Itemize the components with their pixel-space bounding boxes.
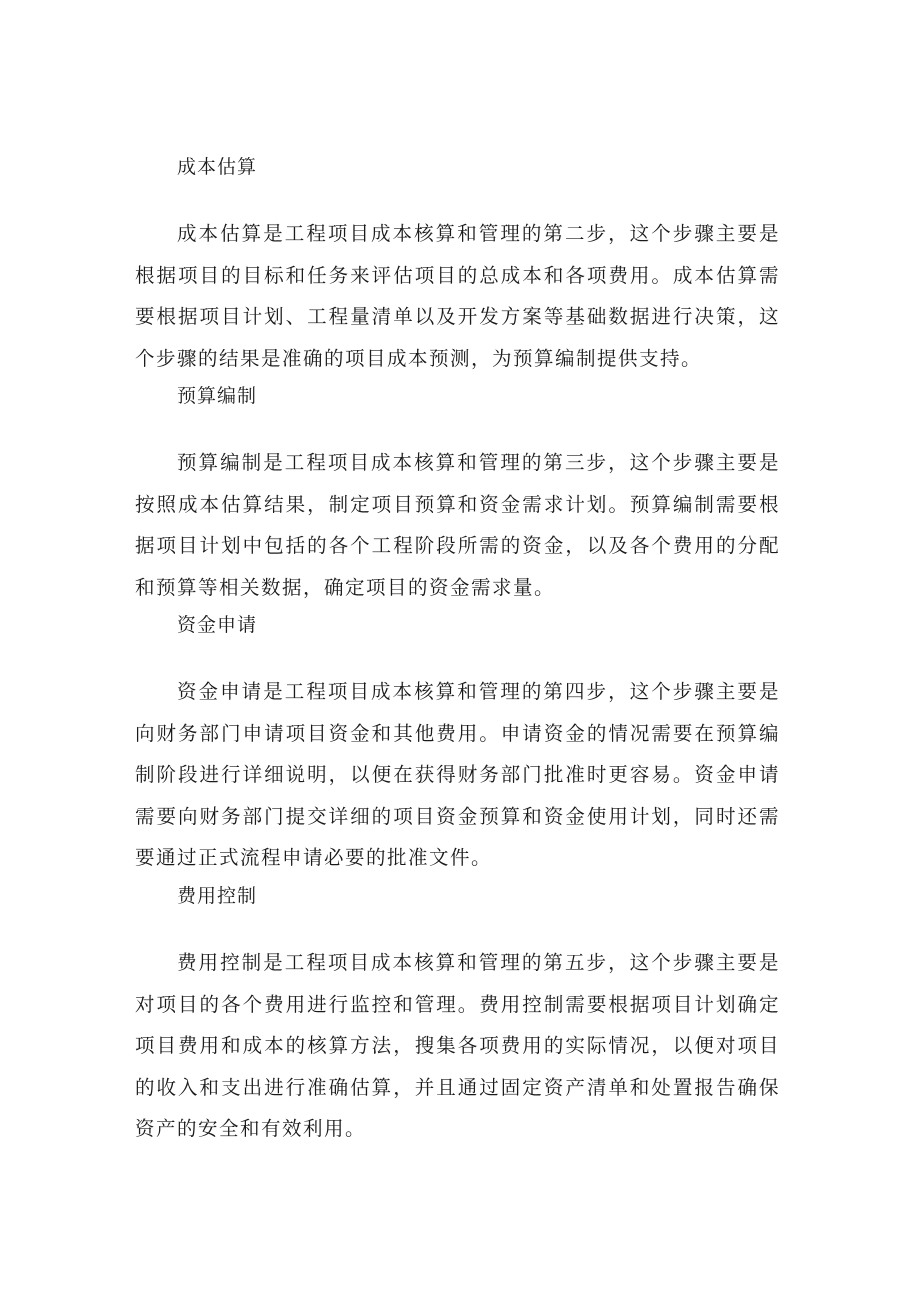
section-paragraph: 资金申请是工程项目成本核算和管理的第四步，这个步骤主要是向财务部门申请项目资金和其他费用。申请资金的情况需要在预算编制阶段进行详细说明，以便在获得财务部门批准时更容易。资金申请需要向财务部门提交详细的项目资金预算和资金使用计划，同时还需要通过正式流程申请必要的批准文件。 — [135, 680, 780, 869]
section-budget-preparation — [135, 384, 780, 608]
section-heading: 费用控制 — [177, 885, 258, 907]
section-paragraph: 费用控制是工程项目成本核算和管理的第五步，这个步骤主要是对项目的各个费用进行监控和管理。费用控制需要根据项目计划确定项目费用和成本的核算方法，搜集各项费用的实际情况，以便对项目的收入和支出进行准确估算，并且通过固定资产清单和处置报告确保资产的安全和有效利用。 — [135, 951, 780, 1140]
section-heading: 资金申请 — [177, 614, 258, 636]
section-fund-application — [135, 613, 780, 879]
section-paragraph: 成本估算是工程项目成本核算和管理的第二步，这个步骤主要是根据项目的目标和任务来评估项目的总成本和各项费用。成本估算需要根据项目计划、工程量清单以及开发方案等基础数据进行决策，这个步骤的结果是准确的项目成本预测，为预算编制提供支持。 — [135, 222, 780, 370]
section-cost-control — [135, 884, 780, 1150]
section-heading: 预算编制 — [177, 385, 258, 407]
section-heading: 成本估算 — [177, 156, 258, 178]
section-paragraph: 预算编制是工程项目成本核算和管理的第三步，这个步骤主要是按照成本估算结果，制定项目预算和资金需求计划。预算编制需要根据项目计划中包括的各个工程阶段所需的资金，以及各个费用的分配和预算等相关数据，确定项目的资金需求量。 — [135, 451, 780, 599]
section-cost-estimation — [135, 155, 780, 379]
